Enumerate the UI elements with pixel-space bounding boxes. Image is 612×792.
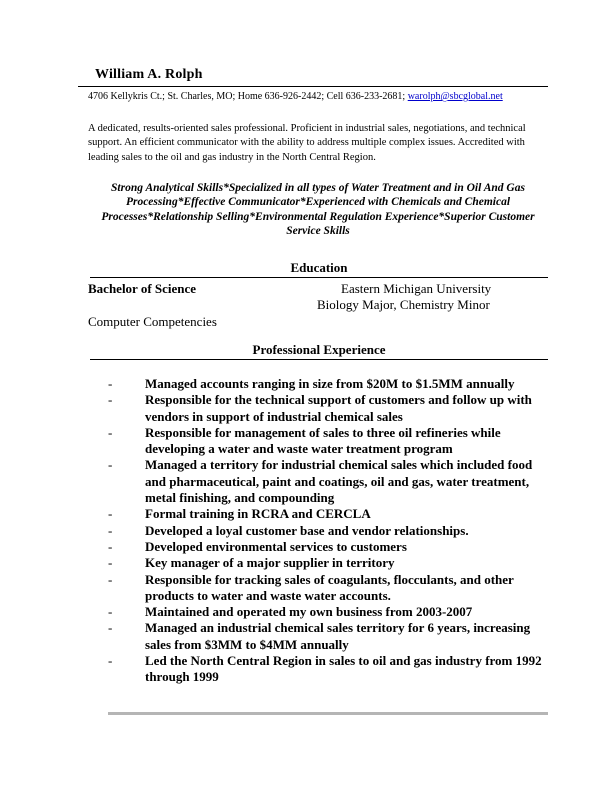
experience-list-item [90,376,548,392]
bullet-dash: - [108,506,113,522]
education-section [88,281,548,330]
contact-address-phones: 4706 Kellykris Ct.; St. Charles, MO; Home 636-926-2442; Cell 636-233-2681; [88,91,408,102]
experience-list-item [90,653,548,686]
bullet-dash: - [108,424,113,440]
bullet-text: Managed accounts ranging in size from $20M to $1.5MM annually [145,376,515,391]
experience-list-item [90,572,548,605]
education-additional: Computer Competencies [88,313,217,329]
bullet-text: Responsible for tracking sales of coagulants, flocculants, and other products to water and waste water accounts. [145,571,514,603]
bullet-text: Managed an industrial chemical sales territory for 6 years, increasing sales from $3MM to $4MM annually [145,620,531,652]
bullet-dash: - [108,538,113,554]
education-school: Eastern Michigan University [341,281,492,296]
education-row-detail [88,297,548,313]
bullet-text: Responsible for management of sales to three oil refineries while developing a water and waste water treatment program [145,424,501,457]
bullet-text: Maintained and operated my own business from 2003-2007 [145,604,473,620]
footer-divider [108,712,548,715]
email-link[interactable]: warolph@sbcglobal.net [407,91,503,102]
bullet-dash: - [108,522,113,538]
experience-list-item [90,539,548,555]
education-heading: Education [90,260,548,278]
experience-list-item [90,392,548,425]
experience-list-item [90,555,548,571]
contact-line [88,91,558,103]
bullet-text: Developed environmental services to customers [145,538,407,554]
bullet-dash: - [108,604,113,620]
summary-paragraph: A dedicated, results-oriented sales professional. Proficient in industrial sales, negotiations, and technical support. An efficient communicator with the ability to address multiple complex issues. Accredited with leading sales to the oil and gas industry in the North Central Region. [88,123,526,163]
experience-list [90,376,548,686]
bullet-dash: - [108,653,113,669]
education-degree: Bachelor of Science [88,281,197,296]
experience-list-item [90,604,548,620]
education-row-additional [88,314,548,330]
experience-list-item [90,506,548,522]
experience-list-item [90,425,548,458]
experience-list-item [90,457,548,506]
bullet-dash: - [108,555,113,571]
bullet-dash: - [108,571,113,587]
bullet-text: Developed a loyal customer base and vendor relationships. [145,522,469,538]
bullet-dash: - [108,620,113,636]
person-name: William A. Rolph [95,67,203,82]
experience-list-item [90,523,548,539]
experience-list-item [90,620,548,653]
skills-statement: Strong Analytical Skills*Specialized in all types of Water Treatment and in Oil And Gas Processing*Effective Communicator*Experienced with Chemicals and Chemical Processes*Relationship Selling*Environmental Regulation Experience*Superior Customer Service Skills [101,182,535,238]
bullet-text: Key manager of a major supplier in territory [145,555,395,571]
bullet-text: Managed a territory for industrial chemical sales which included food and pharmaceutical, paint and coatings, oil and gas, water treatment, metal finishing, and compounding [145,457,533,506]
experience-heading: Professional Experience [90,342,548,360]
bullet-dash: - [108,457,113,473]
header [78,65,548,87]
bullet-text: Formal training in RCRA and CERCLA [145,506,371,522]
education-row-degree [88,281,548,297]
bullet-dash: - [108,376,113,391]
bullet-text: Led the North Central Region in sales to oil and gas industry from 1992 through 1999 [145,653,542,685]
bullet-text: Responsible for the technical support of customers and follow up with vendors in support of industrial chemical sales [145,392,532,424]
education-detail: Biology Major, Chemistry Minor [317,297,490,313]
bullet-dash: - [108,392,113,408]
